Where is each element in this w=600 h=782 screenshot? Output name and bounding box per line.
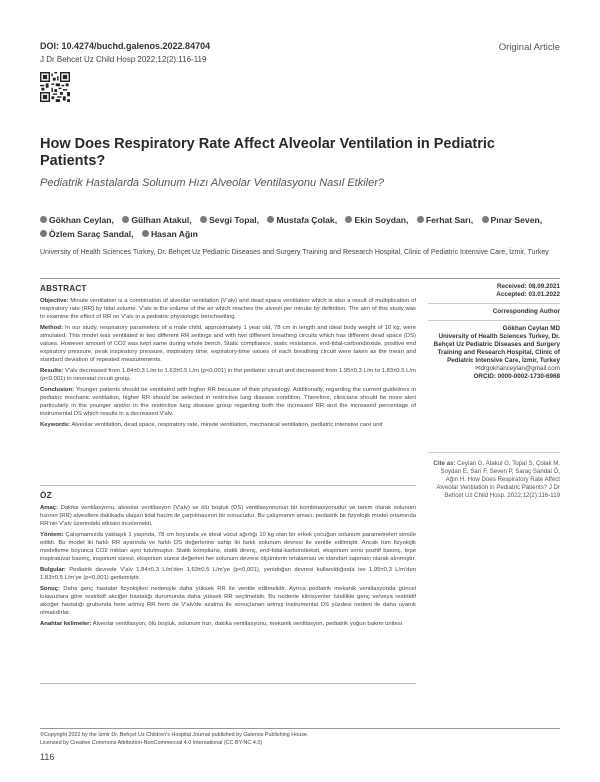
abstract-conclusion: Conclusion: Younger patients should be ventilated with higher RR because of their physiology. Additionally, regarding the current guidelines in pediatric mechanic ventilation, higher RR should be selected in restrictive lung disease condition. Therefore, clinicians should be more alert particularly in the younger and/or in the restrictive lung disease group regarding both the increased RR and the increased percentage of instrumental DS which results in a decreased V'alv. [40,387,417,417]
divider [40,278,560,279]
corresponding-address: University of Health Sciences Turkey, Dr. Behçet Uz Pediatric Diseases and Surgery Training and Research Hospital, Clinic of Pediatric Intensive Care, İzmir, Turkey [433,333,560,364]
author[interactable]: Özlem Saraç Sandal, [40,229,134,239]
author[interactable]: Sevgi Topal, [200,215,259,225]
oz-sonuc: Sonuç: Daha genç hastalar fizyolojileri nedeniyle daha yüksek RR ile ventile edilmelidir. Ayrıca pediatrik mekanik ventilasyonda güncel kılavuzlara göre restriktif akciğer hastalığı durumunda daha yüksek RR seçilmelidir. Bu nedenle klinisyenler özellikle genç ve/veya restriktif akciğer hastalığı grubunda hem artmış RR hem de V'alv'de azalma ile sonuçlanan artmış instrumental DS yüzdesi nedeni ile daha uyanık olmalıdırlar. [40,586,417,616]
email-icon: ✉ [475,365,481,372]
author[interactable]: Mustafa Çolak, [267,215,337,225]
qr-code-icon [40,72,70,102]
oz-yontem: Yöntem: Çalışmamızda yaklaşık 1 yaşında, 78 cm boyunda ve ideal vücut ağırlığı 10 kg olan bir erkek çocuğun solunum parametreleri simüle edildi. Bu model iki farklı RR ayarında ve farklı DS değerlerine sahip iki farklı solunum devresi ile ventile edilmiştir. Ancak tüm fizyolojik modelleme boyunca CO2 miktarı aynı tutulmuştur. Statik komplians, statik direnç, end-tidal-karbondioksit, ekspirium sonu pozitif basınç, tepe inspiratuvar basınç, inspirium süresi, ekspirium süresi değerleri her solunum devresi ölçümlerin ortalaması ve standart sapması olarak alınmıştır. [40,532,416,562]
copyright-line: ©Copyright 2022 by the İzmir Dr. Behçet Uz Children's Hospital Journal published by Galenos Publishing House. [40,732,309,738]
orcid-icon[interactable] [200,216,207,223]
abstract-keywords: Keywords: Alveolar ventilation, dead space, respiratory rate, minute ventilation, mechanical ventilation, pediatric intensive care unit [40,422,383,428]
doi: DOI: 10.4274/buchd.galenos.2022.84704 [40,41,211,51]
abstract-section [40,285,416,432]
oz-anahtar: Anahtar kelimeler: Alveolar ventilasyon, ölü boşluk, solunum hızı, dakika ventilasyonu, mekanik ventilasyon, pediatrik yoğun bakım ünitesi [40,621,403,627]
article-subtitle-turkish: Pediatrik Hastalarda Solunum Hızı Alveolar Ventilasyonu Nasıl Etkiler? [40,177,385,189]
abstract-objective: Objective: Minute ventilation is a combination of alveolar ventilation (V'alv) and dead space ventilation which is also a result of multiplication of respiratory rate (RR) by tidal volume. V'alv is the volume of the air which reaches the alveoli per minute by definition. The aim of this study was to examine the effect of RR on V'alv in a pediatric physiologic benchsetting. [40,298,416,320]
corresponding-orcid[interactable]: ORCID: 0000-0002-1730-6968 [473,373,560,380]
orcid-icon[interactable] [122,216,129,223]
journal-reference: J Dr Behcet Uz Child Hosp 2022;12(2):116-119 [40,55,207,64]
corresponding-email[interactable]: ✉drgokhanceylan@gmail.com [475,365,560,372]
corresponding-name: Gökhan Ceylan MD [502,325,560,332]
author[interactable]: Ekin Soydan, [345,215,408,225]
copyright [40,731,560,747]
divider [428,303,560,304]
received-date: Received: 08.09.2021 [496,283,560,290]
orcid-icon[interactable] [417,216,424,223]
abstract-heading: ABSTRACT [40,284,87,293]
article-title: How Does Respiratory Rate Affect Alveolar Ventilation in Pediatric Patients? [40,136,495,169]
abstract-method: Method: In our study, respiratory parameters of a male child, approximately 1 year old, 78 cm in length and ideal body weight of 10 kg, were simulated. This model was ventilated in two different RR settings and with two different breathing circuits which has different dead space (DS) values. However amount of CO2 was kept same during whole bench. Static compliance, static resistance, end-tidal-carbondioxide, positive end expiratory pressure, peak inspiratory pressure, inspiratory time, expiratory-time values of each breathing circuit were taken as the mean and standard deviation of repeated measurements. [40,325,416,363]
license-line: Licensed by Creative Commons Attribution-NonCommercial 4.0 International (CC BY-NC 4.0) [40,740,263,746]
citation: Cite as: Ceylan G, Atakul G, Topal S, Çolak M, Soydan E, Sarı F, Seven P, Saraç Sandal Ö, Ağın H. How Does Respiratory Rate Affect Alveolar Ventilation in Pediatric Patients? J Dr Behcet Uz Child Hosp. 2022;12(2):116-119 [433,460,560,499]
oz-section [40,492,416,631]
author[interactable]: Gülhan Atakul, [122,215,191,225]
divider [40,728,560,729]
oz-amac: Amaç: Dakika ventilasyonu, alveolar ventilasyon (V'alv) ve ölü boşluk (DS) ventilasyonunun bir kombinasyonudur ve tanım olarak solunum hızının (RR) alveollere dakikada ulaşan tidal hacim ile çarpılmasının bir sonucudur. Bu çalışmanın amacı, pediatrik bir fizyolojik model ortamında RR'nin V'alv üzerindeki etkisini incelemekti. [40,505,416,527]
accepted-date: Accepted: 03.01.2022 [496,291,560,298]
oz-heading: ÖZ [40,491,52,500]
affiliation: University of Health Sciences Turkey, Dr. Behçet Uz Pediatric Diseases and Surgery Training and Research Hospital, Clinic of Pediatric Intensive Care, İzmir, Turkey [40,249,549,256]
author[interactable]: Ferhat Sarı, [417,215,473,225]
orcid-icon[interactable] [267,216,274,223]
corresponding-heading: Corresponding Author [492,308,560,315]
orcid-icon[interactable] [482,216,489,223]
divider [428,452,560,453]
page-number: 116 [40,752,55,762]
orcid-icon[interactable] [40,216,47,223]
article-type: Original Article [498,42,560,53]
divider [40,485,416,486]
author[interactable]: Hasan Ağın [142,229,198,239]
orcid-icon[interactable] [345,216,352,223]
divider [428,320,560,321]
orcid-icon[interactable] [40,230,47,237]
article-info [428,283,560,381]
author-list [40,213,560,241]
divider [40,683,416,684]
orcid-icon[interactable] [142,230,149,237]
oz-bulgular: Bulgular: Pediatrik devrede V'alv 1,84±0,3 L/m'den 1,63±0,5 L/m'ye (p<0,001), yenidoğan devresi kullanıldığında ise 1,95±0,3 L/m'den 1,83±0,5 L/m'ye (p<0,001) gerilemiştir. [40,567,417,581]
abstract-results: Results: V'alv decreased from 1.84±0.3 L/m to 1.63±0.5 L/m (p<0.001) in the pediatric circuit and decreased from 1.95±0.3 L/m to 1.83±0.5 L/m (p<0.001) in neonatal circuit group. [40,368,416,382]
author[interactable]: Pınar Seven, [482,215,543,225]
author[interactable]: Gökhan Ceylan, [40,215,114,225]
